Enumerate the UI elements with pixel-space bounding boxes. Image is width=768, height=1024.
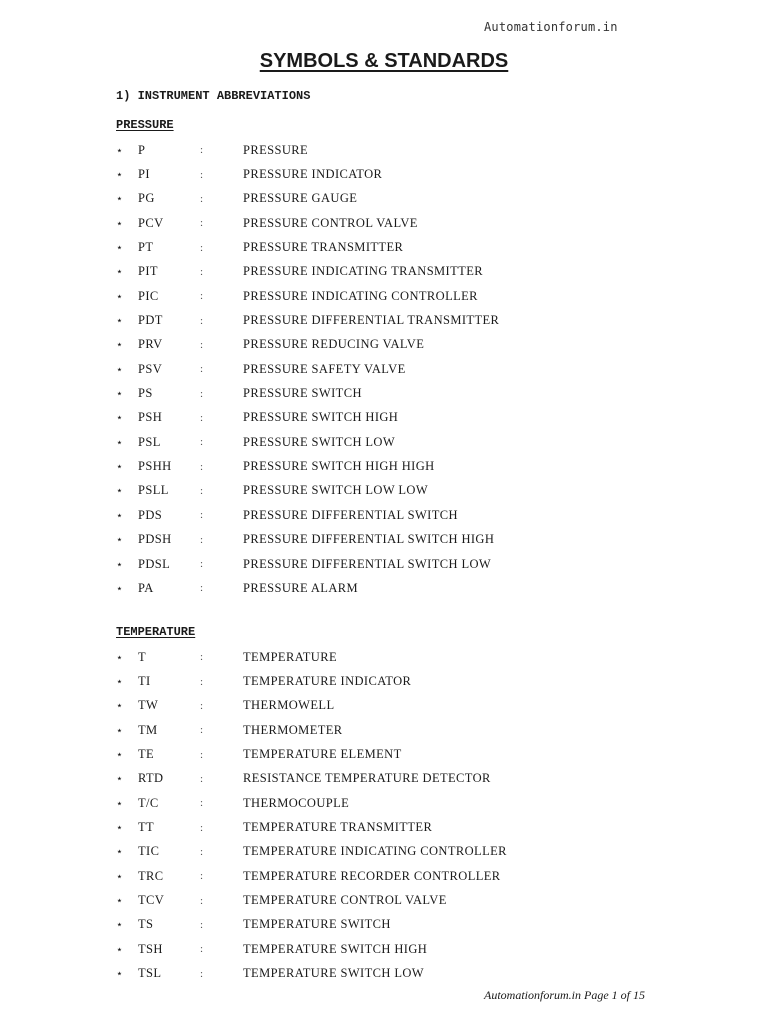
abbreviation: PSH bbox=[138, 410, 163, 425]
list-item bbox=[116, 284, 499, 308]
separator: : bbox=[200, 675, 204, 688]
meaning: PRESSURE SAFETY VALVE bbox=[243, 361, 406, 376]
list-item bbox=[116, 430, 499, 454]
meaning: PRESSURE SWITCH LOW LOW bbox=[243, 483, 429, 498]
star-bullet-icon: ⋆ bbox=[116, 650, 124, 664]
meaning: PRESSURE DIFFERENTIAL SWITCH HIGH bbox=[243, 532, 495, 547]
separator: : bbox=[200, 338, 204, 351]
list-item bbox=[116, 260, 499, 284]
abbreviation: PT bbox=[138, 240, 154, 255]
meaning: PRESSURE TRANSMITTER bbox=[243, 240, 404, 255]
star-bullet-icon: ⋆ bbox=[116, 918, 124, 932]
list-item bbox=[116, 937, 507, 961]
list-item bbox=[116, 308, 499, 332]
list-item bbox=[116, 913, 507, 937]
meaning: PRESSURE INDICATING CONTROLLER bbox=[243, 288, 478, 303]
separator: : bbox=[200, 192, 204, 205]
separator: : bbox=[200, 772, 204, 785]
star-bullet-icon: ⋆ bbox=[116, 557, 124, 571]
page-title: SYMBOLS & STANDARDS bbox=[259, 50, 509, 72]
site-header: Automationforum.in bbox=[484, 20, 618, 34]
separator: : bbox=[200, 558, 204, 571]
list-item bbox=[116, 552, 499, 576]
abbreviation: PDT bbox=[138, 313, 163, 328]
abbreviation: PSV bbox=[138, 361, 163, 376]
abbreviation: PSL bbox=[138, 434, 161, 449]
star-bullet-icon: ⋆ bbox=[116, 675, 124, 689]
star-bullet-icon: ⋆ bbox=[116, 460, 124, 474]
meaning: THERMOWELL bbox=[243, 698, 335, 713]
star-bullet-icon: ⋆ bbox=[116, 821, 124, 835]
abbreviation: TW bbox=[138, 698, 159, 713]
meaning: PRESSURE bbox=[243, 142, 309, 157]
abbreviation: PDSH bbox=[138, 532, 172, 547]
separator: : bbox=[200, 168, 204, 181]
separator: : bbox=[200, 533, 204, 546]
separator: : bbox=[200, 699, 204, 712]
list-item bbox=[116, 503, 499, 527]
abbreviation: T bbox=[138, 649, 147, 664]
abbreviation: PRV bbox=[138, 337, 163, 352]
meaning: PRESSURE DIFFERENTIAL TRANSMITTER bbox=[243, 313, 500, 328]
meaning: TEMPERATURE RECORDER CONTROLLER bbox=[243, 868, 501, 883]
star-bullet-icon: ⋆ bbox=[116, 772, 124, 786]
star-bullet-icon: ⋆ bbox=[116, 362, 124, 376]
separator: : bbox=[200, 314, 204, 327]
meaning: TEMPERATURE SWITCH bbox=[243, 917, 391, 932]
abbreviation: TS bbox=[138, 917, 154, 932]
abbreviation: PSHH bbox=[138, 459, 172, 474]
meaning: PRESSURE SWITCH HIGH bbox=[243, 410, 399, 425]
list-item bbox=[116, 235, 499, 259]
list-item bbox=[116, 718, 507, 742]
separator: : bbox=[200, 484, 204, 497]
list-item bbox=[116, 864, 507, 888]
list-item bbox=[116, 187, 499, 211]
abbreviation: PCV bbox=[138, 215, 164, 230]
list-item bbox=[116, 406, 499, 430]
abbreviation: TRC bbox=[138, 868, 164, 883]
meaning: RESISTANCE TEMPERATURE DETECTOR bbox=[243, 771, 491, 786]
separator: : bbox=[200, 290, 204, 303]
star-bullet-icon: ⋆ bbox=[116, 869, 124, 883]
separator: : bbox=[200, 894, 204, 907]
list-item bbox=[116, 815, 507, 839]
list-item bbox=[116, 888, 507, 912]
list-item bbox=[116, 211, 499, 235]
meaning: PRESSURE SWITCH LOW bbox=[243, 434, 396, 449]
star-bullet-icon: ⋆ bbox=[116, 216, 124, 230]
separator: : bbox=[200, 460, 204, 473]
separator: : bbox=[200, 436, 204, 449]
abbreviation: TIC bbox=[138, 844, 160, 859]
separator: : bbox=[200, 870, 204, 883]
abbreviation: TSH bbox=[138, 941, 163, 956]
abbreviation: PDS bbox=[138, 507, 163, 522]
star-bullet-icon: ⋆ bbox=[116, 289, 124, 303]
abbreviation: PG bbox=[138, 191, 155, 206]
pressure-list bbox=[116, 138, 499, 601]
meaning: PRESSURE DIFFERENTIAL SWITCH bbox=[243, 507, 458, 522]
meaning: PRESSURE SWITCH HIGH HIGH bbox=[243, 459, 435, 474]
abbreviation: PIC bbox=[138, 288, 159, 303]
separator: : bbox=[200, 943, 204, 956]
list-item bbox=[116, 645, 507, 669]
star-bullet-icon: ⋆ bbox=[116, 314, 124, 328]
star-bullet-icon: ⋆ bbox=[116, 533, 124, 547]
abbreviation: PSLL bbox=[138, 483, 169, 498]
separator: : bbox=[200, 821, 204, 834]
separator: : bbox=[200, 797, 204, 810]
meaning: TEMPERATURE INDICATOR bbox=[243, 674, 412, 689]
separator: : bbox=[200, 918, 204, 931]
star-bullet-icon: ⋆ bbox=[116, 845, 124, 859]
separator: : bbox=[200, 748, 204, 761]
meaning: PRESSURE CONTROL VALVE bbox=[243, 215, 418, 230]
list-item bbox=[116, 528, 499, 552]
temperature-list bbox=[116, 645, 507, 986]
list-item bbox=[116, 454, 499, 478]
star-bullet-icon: ⋆ bbox=[116, 338, 124, 352]
star-bullet-icon: ⋆ bbox=[116, 484, 124, 498]
abbreviation: TM bbox=[138, 722, 158, 737]
meaning: PRESSURE ALARM bbox=[243, 580, 359, 595]
abbreviation: PIT bbox=[138, 264, 158, 279]
separator: : bbox=[200, 724, 204, 737]
list-item bbox=[116, 767, 507, 791]
meaning: TEMPERATURE INDICATING CONTROLLER bbox=[243, 844, 507, 859]
separator: : bbox=[200, 265, 204, 278]
separator: : bbox=[200, 651, 204, 664]
separator: : bbox=[200, 845, 204, 858]
star-bullet-icon: ⋆ bbox=[116, 894, 124, 908]
list-item bbox=[116, 162, 499, 186]
abbreviation: PI bbox=[138, 167, 150, 182]
separator: : bbox=[200, 241, 204, 254]
list-item bbox=[116, 479, 499, 503]
meaning: TEMPERATURE SWITCH HIGH bbox=[243, 941, 428, 956]
abbreviation: PA bbox=[138, 580, 154, 595]
abbreviation: PS bbox=[138, 386, 153, 401]
list-item bbox=[116, 961, 507, 985]
meaning: TEMPERATURE SWITCH LOW bbox=[243, 966, 425, 981]
separator: : bbox=[200, 363, 204, 376]
meaning: TEMPERATURE TRANSMITTER bbox=[243, 820, 433, 835]
meaning: PRESSURE REDUCING VALVE bbox=[243, 337, 425, 352]
star-bullet-icon: ⋆ bbox=[116, 942, 124, 956]
list-item bbox=[116, 840, 507, 864]
star-bullet-icon: ⋆ bbox=[116, 967, 124, 981]
star-bullet-icon: ⋆ bbox=[116, 435, 124, 449]
star-bullet-icon: ⋆ bbox=[116, 581, 124, 595]
meaning: PRESSURE INDICATING TRANSMITTER bbox=[243, 264, 483, 279]
abbreviation: TT bbox=[138, 820, 155, 835]
list-item bbox=[116, 138, 499, 162]
star-bullet-icon: ⋆ bbox=[116, 723, 124, 737]
star-bullet-icon: ⋆ bbox=[116, 265, 124, 279]
abbreviation: TI bbox=[138, 674, 151, 689]
list-item bbox=[116, 791, 507, 815]
star-bullet-icon: ⋆ bbox=[116, 387, 124, 401]
star-bullet-icon: ⋆ bbox=[116, 699, 124, 713]
separator: : bbox=[200, 387, 204, 400]
meaning: PRESSURE INDICATOR bbox=[243, 167, 383, 182]
star-bullet-icon: ⋆ bbox=[116, 168, 124, 182]
star-bullet-icon: ⋆ bbox=[116, 143, 124, 157]
pressure-heading: PRESSURE bbox=[116, 118, 174, 132]
list-item bbox=[116, 357, 499, 381]
meaning: THERMOCOUPLE bbox=[243, 795, 350, 810]
abbreviation: T/C bbox=[138, 795, 159, 810]
star-bullet-icon: ⋆ bbox=[116, 508, 124, 522]
section-heading: 1) INSTRUMENT ABBREVIATIONS bbox=[116, 89, 311, 103]
page-footer: Automationforum.in Page 1 of 15 bbox=[484, 988, 645, 1002]
abbreviation: RTD bbox=[138, 771, 164, 786]
separator: : bbox=[200, 582, 204, 595]
abbreviation: PDSL bbox=[138, 556, 171, 571]
abbreviation: TSL bbox=[138, 966, 162, 981]
separator: : bbox=[200, 217, 204, 230]
list-item bbox=[116, 576, 499, 600]
meaning: PRESSURE DIFFERENTIAL SWITCH LOW bbox=[243, 556, 492, 571]
star-bullet-icon: ⋆ bbox=[116, 241, 124, 255]
separator: : bbox=[200, 144, 204, 157]
abbreviation: TCV bbox=[138, 893, 165, 908]
meaning: PRESSURE GAUGE bbox=[243, 191, 358, 206]
abbreviation: P bbox=[138, 142, 146, 157]
list-item bbox=[116, 333, 499, 357]
meaning: THERMOMETER bbox=[243, 722, 343, 737]
separator: : bbox=[200, 411, 204, 424]
meaning: TEMPERATURE CONTROL VALVE bbox=[243, 893, 447, 908]
star-bullet-icon: ⋆ bbox=[116, 748, 124, 762]
separator: : bbox=[200, 509, 204, 522]
separator: : bbox=[200, 967, 204, 980]
list-item bbox=[116, 381, 499, 405]
meaning: TEMPERATURE ELEMENT bbox=[243, 747, 402, 762]
list-item bbox=[116, 742, 507, 766]
star-bullet-icon: ⋆ bbox=[116, 411, 124, 425]
list-item bbox=[116, 669, 507, 693]
temperature-heading: TEMPERATURE bbox=[116, 625, 196, 639]
star-bullet-icon: ⋆ bbox=[116, 796, 124, 810]
star-bullet-icon: ⋆ bbox=[116, 192, 124, 206]
meaning: PRESSURE SWITCH bbox=[243, 386, 362, 401]
list-item bbox=[116, 694, 507, 718]
abbreviation: TE bbox=[138, 747, 155, 762]
meaning: TEMPERATURE bbox=[243, 649, 337, 664]
